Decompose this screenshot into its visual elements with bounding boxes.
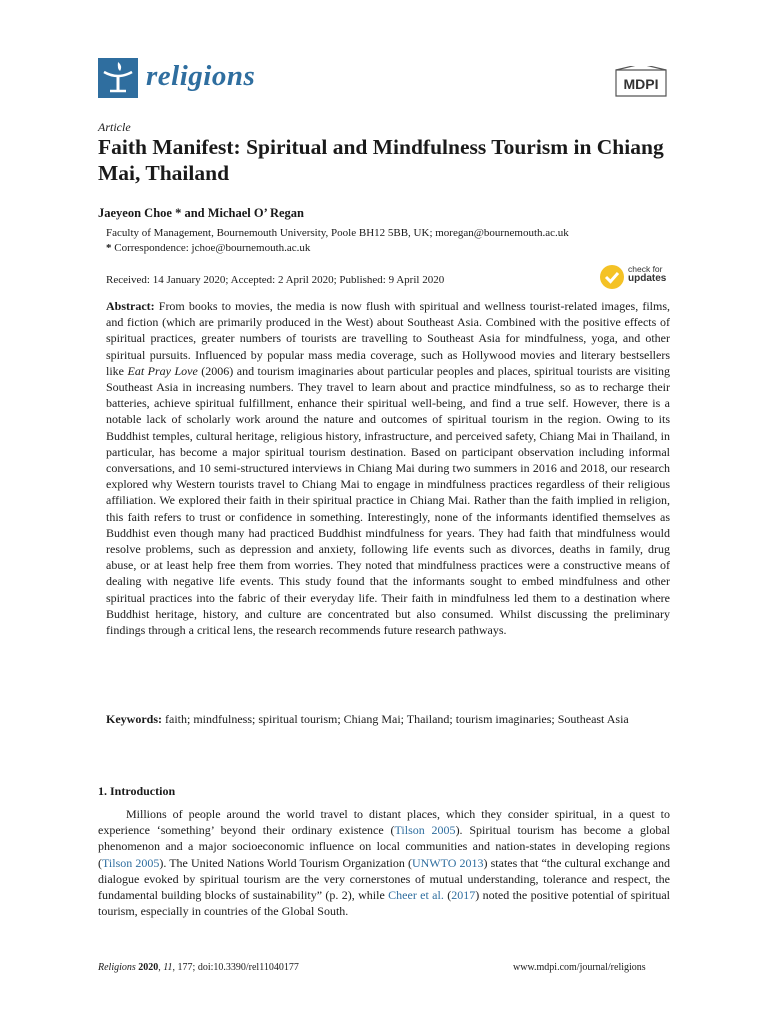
article-title: Faith Manifest: Spiritual and Mindfulness Tourism in Chiang Mai, Thailand <box>98 135 664 185</box>
keywords-text: faith; mindfulness; spiritual tourism; Chiang Mai; Thailand; tourism imaginaries; Southeast Asia <box>162 712 629 726</box>
introduction-paragraph <box>98 806 670 919</box>
abstract-label: Abstract: <box>106 299 155 313</box>
check-for-updates-button[interactable] <box>600 264 672 294</box>
authors: Jaeyeon Choe * and Michael O’ Regan <box>98 206 305 220</box>
footer-doi: , 177; doi:10.3390/rel11040177 <box>172 962 299 973</box>
intro-text: ( <box>443 888 452 903</box>
abstract <box>106 298 670 638</box>
check-for-label: check for <box>628 264 663 274</box>
citation-link[interactable]: UNWTO 2013 <box>411 855 484 870</box>
abstract-text-1: From books to movies, the media is now flush with spiritual and wellness tourist-related images, films, and fiction (which are primarily produced in the West) about Southeast Asia. Combined with the positive effects of spiritual practices, greater numbers of tourists are travelling to Southeast Asia for mindfulness, yoga, and other spiritual pursuits. Influenced by popular mass media coverage, such as Hollywood movies and literary bestsellers like <box>106 299 670 378</box>
footer-citation: Religions 2020, 11, 177; doi:10.3390/rel11040177 <box>98 962 299 973</box>
intro-text: ) noted the positive potential of spiritual tourism, especially in countries of the Global South. <box>98 888 670 919</box>
updates-label: updates <box>628 273 667 284</box>
mdpi-logo-text: MDPI <box>623 76 659 92</box>
footer-year: 2020 <box>138 962 159 973</box>
abstract-text-2: (2006) and tourism imaginaries about particular peoples and places, spiritual tourists are visiting Southeast Asia in increasing numbers. They travel to learn about and practice mindfulness, so as to recharge their batteries, achieve spiritual fulfillment, enhance their spiritual well-being, and find a true self. However, there is a notable lack of scholarly work around the nature and outcomes of spiritual tourism in the region. Owing to its Buddhist temples, cultural heritage, religious history, infrastructure, and perceived safety, Chiang Mai in Thailand, in particular, has become a major spiritual tourism destination. Based on participant observation including informal conversations, and 10 semi-structured interviews in Chiang Mai during two summers in 2016 and 2018, our research explored why Western tourists travel to Chiang Mai to engage in mindfulness practices regardless of their religious affiliation. We explored their faith in their spiritual practice in Chiang Mai. Rather than the faith implied in religion, this faith refers to trust or confidence in something. Interestingly, none of the informants identified themselves as Buddhist even though many had practiced Buddhist mindfulness for years. They had faith that mindfulness would resolve problems, such as depression and anxiety, following life events such as divorces, deaths in family, drug abuse, or at least help free them from worries. They noted that mindfulness practices were a constructive means of dealing with negative life events. This study found that the informants sought to embed mindfulness and other spiritual practices into the fabric of their everyday life. Their faith in mindfulness led them to a destination where Buddhist heritage, history, and culture are concentrated but also consumed. Whilst discussing the preliminary findings through a critical lens, the research recommends future research pathways. <box>106 363 670 638</box>
footer-volume: 11 <box>163 962 173 973</box>
intro-text: ) states that “the cultural exchange and dialogue evoked by spiritual tourism are the very cornerstones of mutual understanding, tolerance and respect, the fundamental building blocks of sustainability” (p. 2), while <box>98 855 671 903</box>
citation-link[interactable]: Tilson 2005 <box>394 823 456 838</box>
journal-logo-icon <box>98 58 138 98</box>
correspondence-marker: * <box>106 242 112 254</box>
abstract-book-title: Eat Pray Love <box>127 363 198 378</box>
article-type: Article <box>98 120 131 134</box>
journal-name: religions <box>146 60 256 92</box>
intro-text: ). Spiritual tourism has become a global phenomenon and a major socioeconomic influence on local communities and nation-states in developing regions ( <box>98 823 671 870</box>
citation-link[interactable]: 2017 <box>451 888 476 903</box>
footer-journal-url[interactable]: www.mdpi.com/journal/religions <box>513 962 646 973</box>
section-heading-introduction: 1. Introduction <box>98 784 176 798</box>
affiliation: Faculty of Management, Bournemouth University, Poole BH12 5BB, UK; moregan@bournemouth.ac.uk <box>106 227 569 239</box>
publication-dates: Received: 14 January 2020; Accepted: 2 April 2020; Published: 9 April 2020 <box>106 274 445 286</box>
citation-link[interactable]: Cheer et al. <box>388 888 444 903</box>
footer-journal: Religions <box>98 962 136 973</box>
keywords <box>106 711 670 727</box>
intro-text: Millions of people around the world travel to distant places, which they consider spiritual, in a quest to experience ‘something’ beyond their ordinary existence ( <box>98 807 670 838</box>
keywords-label: Keywords: <box>106 712 162 726</box>
check-mark-icon <box>600 265 624 289</box>
correspondence <box>106 242 686 254</box>
mdpi-logo <box>612 66 670 100</box>
citation-link[interactable]: Tilson 2005 <box>102 855 160 870</box>
intro-text: ). The United Nations World Tourism Organization ( <box>159 855 412 870</box>
correspondence-text: Correspondence: jchoe@bournemouth.ac.uk <box>114 242 311 254</box>
